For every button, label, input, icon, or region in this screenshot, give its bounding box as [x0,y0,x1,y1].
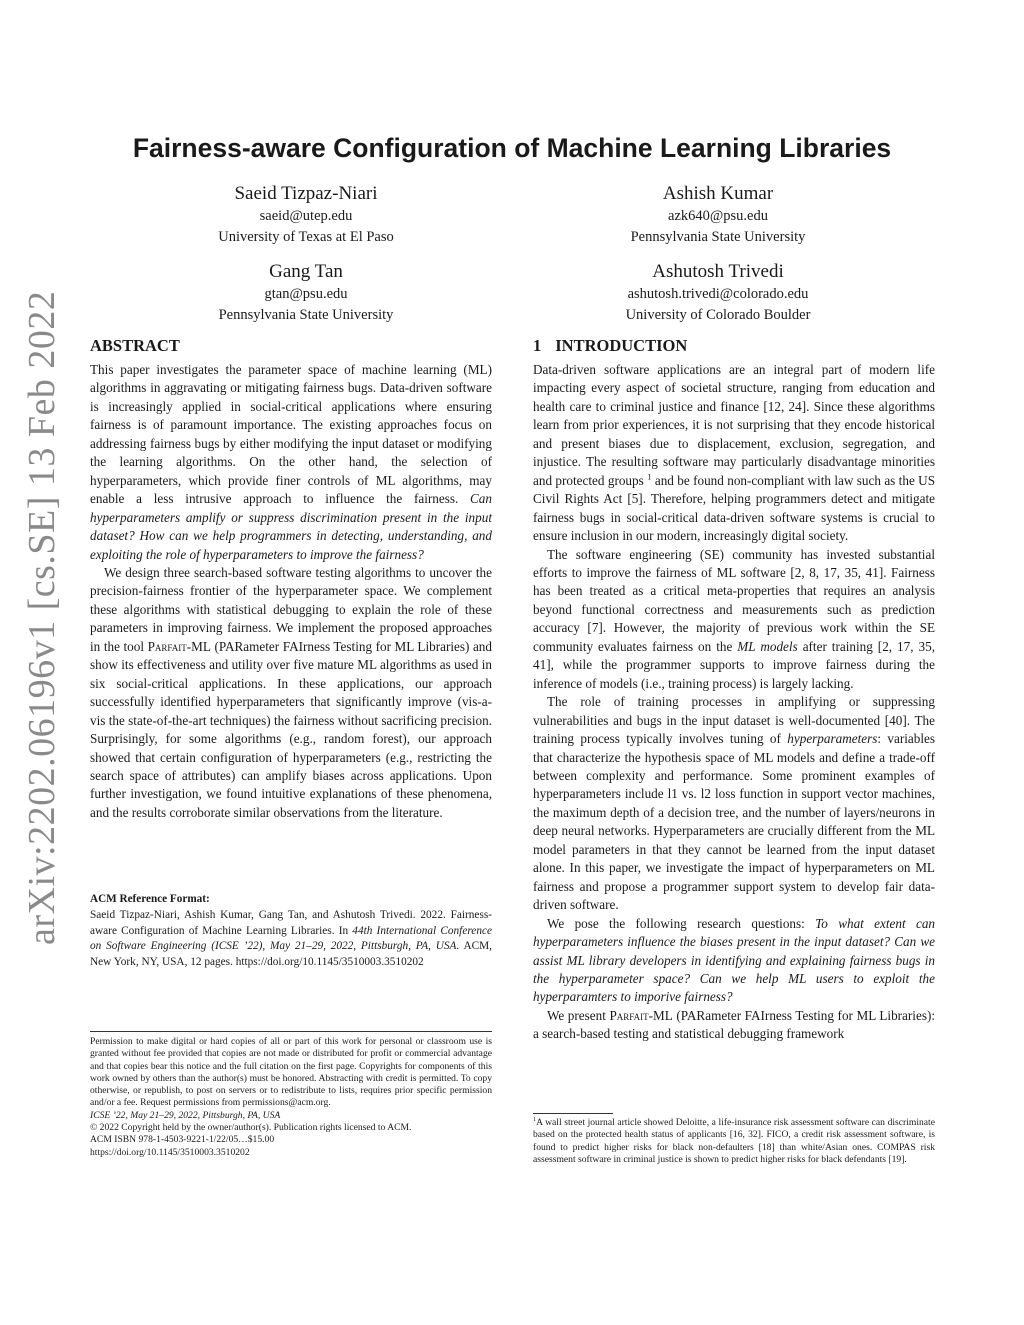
author-email: gtan@psu.edu [264,286,348,302]
footnote-text: $^1$A wall street journal article showed Deloitte, a life-insurance risk assessment software can discriminate based on the protected health status of applicants [16, 32]. FICO, a credit risk assessment software, is found to predict higher risks for black non-defaulters [18] than white/Asian ones. COMPAS risk assessment software in criminal justice is shown to predict higher risks for black defendants [19]. [533,1115,935,1165]
author-block [106,260,506,326]
author-name: Saeid Tizpaz-Niari [234,183,378,204]
footnote-divider [533,1113,613,1114]
permission-text: Permission to make digital or hard copies of all or part of this work for personal or classroom use is granted without fee provided that copies are not made or distributed for profit or commercial advantage and that copies bear this notice and the full citation on the first page. Copyrights for components of this work owned by others than the author(s) must be honored. Abstracting with credit is permitted. To copy otherwise, or republish, to post on servers or to redistribute to lists, requires prior specific permission and/or a fee. Request permissions from permissions@acm.org. [90,1036,492,1109]
permission-block [90,1036,492,1159]
acm-reference-heading: ACM Reference Format: [90,893,210,905]
doi-link[interactable]: https://doi.org/10.1145/3510003.3510202 [90,1146,250,1158]
intro-paragraph: Data-driven software applications are an integral part of modern life impacting every aspect of societal structure, ranging from education and health care to criminal justice and finance [12, 24]. Since these algorithms learn from prior experiences, it is not surprising that they encode historical and present biases due to displacement, exclusion, segregation, and injustice. The resulting software may particularly disadvantage minorities and protected groups $^1$ and be found non-compliant with law such as the US Civil Rights Act [5]. Therefore, helping programmers detect and mitigate fairness bugs in social-critical data-driven software systems is crucial to ensure inclusion in our modern, increasingly digital society. [533,362,936,544]
abstract-paragraph: This paper investigates the parameter space of machine learning (ML) algorithms in aggravating or mitigating fairness bugs. Data-driven software is increasingly applied in social-critical applications where ensuring fairness is of paramount importance. The existing approaches focus on addressing fairness bugs by either modifying the input dataset or modifying the learning algorithms. On the other hand, the selection of hyperparameters, which provide finer controls of ML algorithms, may enable a less intrusive approach to influence the fairness. Can hyperparameters amplify or suppress discrimination present in the input dataset? How can we help programmers in detecting, understanding, and exploiting the role of hyperparameters to improve the fairness? [90,362,492,562]
author-name: Ashish Kumar [662,183,774,204]
intro-paragraph: We present Parfait-ML (PARameter FAIrness Testing for ML Libraries): a search-based testing and statistical debugging framework [533,1007,936,1042]
acm-reference-section [90,893,492,970]
author-email: saeid@utep.edu [259,208,353,224]
author-block [518,182,918,248]
abstract-paragraph: We design three search-based software testing algorithms to uncover the precision-fairness frontier of the hyperparameter space. We complement these algorithms with statistical debugging to explain the role of these parameters in improving fairness. We implement the proposed approaches in the tool Parfait-ML (PARameter FAIrness Testing for ML Libraries) and show its effectiveness and utility over five mature ML algorithms as used in six social-critical applications. In these applications, our approach successfully identified hyperparameters that significantly improve (vis-a-vis the state-of-the-art techniques) the fairness without sacrificing precision. Surprisingly, for some algorithms (e.g., random forest), our approach showed that certain configuration of hyperparameters (e.g., restricting the search space of attributes) can amplify biases across applications. Upon further investigation, we found intuitive explanations of these phenomena, and the results corroborate similar observations from the literature. [90,564,492,820]
copyright-line: © 2022 Copyright held by the owner/author(s). Publication rights licensed to ACM. [90,1122,412,1134]
arxiv-identifier: arXiv:2202.06196v1 [cs.SE] 13 Feb 2022 [21,290,63,945]
tool-name: Parfait-ML [147,638,211,654]
acm-reference-text: Saeid Tizpaz-Niari, Ashish Kumar, Gang Tan, and Ashutosh Trivedi. 2022. Fairness-aware Configuration of Machine Learning Libraries. In 44th International Conference on Software Engineering (ICSE ’22), May 21–29, 2022, Pittsburgh, PA, USA. ACM, New York, NY, USA, 12 pages. https://doi.org/10.1145/3510003.3510202 [90,909,492,968]
footnote-marker[interactable]: 1 [647,471,652,482]
isbn-line: ACM ISBN 978-1-4503-9221-1/22/05…$15.00 [90,1134,275,1146]
intro-paragraph: The role of training processes in amplifying or suppressing vulnerabilities and bugs in the input dataset is well-documented [40]. The training process typically involves tuning of hyperparameters: variables that characterize the hypothesis space of ML models and define a trade-off between complexity and performance. Some prominent examples of hyperparameters include l1 vs. l2 loss function in support vector machines, the maximum depth of a decision tree, and the number of layers/neurons in deep neural networks. Hyperparameters are crucially different from the ML model parameters in that they cannot be learned from the input dataset alone. In this paper, we investigate the impact of hyperparameters on ML fairness and propose a programmer support system to develop fair data-driven software. [533,694,936,913]
conference-line: ICSE ’22, May 21–29, 2022, Pittsburgh, PA, USA [90,1109,281,1121]
footnote-block [533,1117,935,1166]
author-block [518,260,918,326]
introduction-heading: 1 INTRODUCTION [533,336,688,355]
author-affiliation: University of Texas at El Paso [218,229,394,245]
author-affiliation: Pennsylvania State University [218,307,394,323]
paper-title: Fairness-aware Configuration of Machine Learning Libraries [132,133,892,163]
abstract-heading: ABSTRACT [90,336,180,355]
author-affiliation: University of Colorado Boulder [625,307,811,323]
abstract-section [90,336,492,822]
author-email: ashutosh.trivedi@colorado.edu [627,286,809,302]
intro-paragraph: The software engineering (SE) community has invested substantial efforts to improve the fairness of ML software [2, 8, 17, 35, 41]. Fairness has been treated as a critical meta-properties that requires an analysis beyond functional correctness and measurements such as prediction accuracy [7]. However, the majority of previous work within the SE community evaluates fairness on the ML models after training [2, 17, 35, 41], while the programmer supports to improve fairness during the inference of models (i.e., training process) is largely lacking. [533,546,935,691]
introduction-section [533,336,935,1044]
author-email: azk640@psu.edu [668,208,768,224]
permission-divider [90,1031,492,1032]
footnote-number: 1 [533,1115,537,1123]
tool-name: Parfait-ML [609,1007,673,1023]
author-name: Ashutosh Trivedi [652,261,784,282]
author-block [106,182,506,248]
author-affiliation: Pennsylvania State University [630,229,806,245]
intro-paragraph: We pose the following research questions: To what extent can hyperparameters influence the biases present in the input dataset? Can we assist ML library developers in identifying and explaining fairness bugs in the hyperparameter space? Can we help ML users to exploit the hyperparamters to imporive fairness? [533,915,936,1005]
author-name: Gang Tan [269,261,343,282]
